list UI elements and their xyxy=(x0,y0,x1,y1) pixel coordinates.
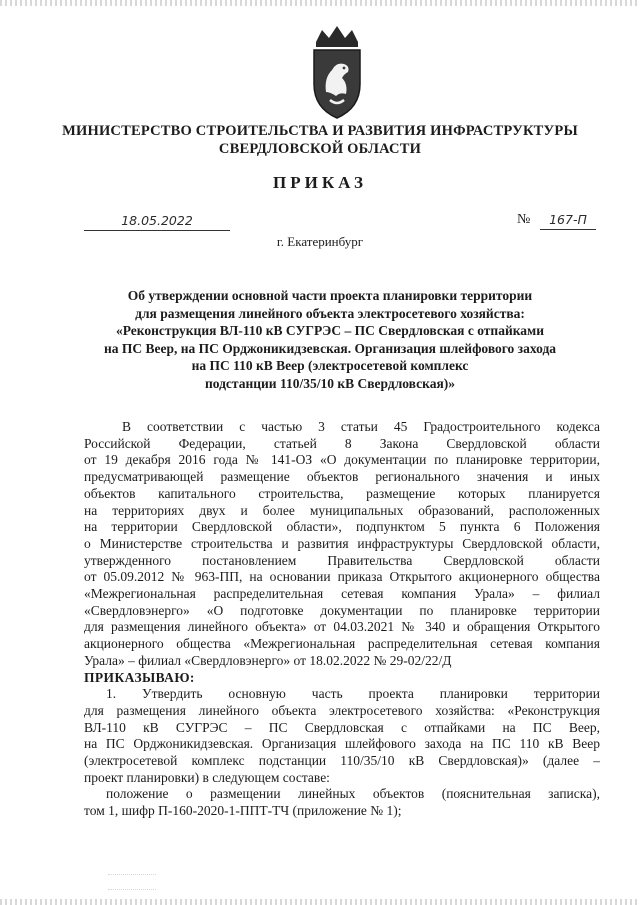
preamble-line: акционерного общества «Межрегиональная распределительная сетевая компания xyxy=(84,636,600,652)
preamble-line: Российской Федерации, статьей 8 Закона Свердловской области xyxy=(84,435,600,451)
scan-edge-bottom xyxy=(0,899,640,905)
item-1-line: 1. Утвердить основную часть проекта планировки территории xyxy=(106,686,600,702)
preamble-line: Урала» – филиал «Свердловэнерго» от 18.02.2022 № 29-02/22/Д xyxy=(84,652,452,668)
preamble-line: от 05.09.2012 № 963-ПП, на основании приказа Открытого акционерного общества xyxy=(84,569,600,585)
coat-of-arms-icon xyxy=(300,22,374,122)
item-1-line: проект планировки) в следующем составе: xyxy=(84,769,330,785)
date-underline xyxy=(84,230,230,231)
subject-line: подстанции 110/35/10 кВ Свердловская)» xyxy=(204,375,456,391)
item-1a-line: том 1, шифр П-160-2020-1-ППТ-ТЧ (приложение № 1); xyxy=(84,803,402,819)
order-number: 167-П xyxy=(549,212,587,227)
preamble-line: объектов капитального строительства, размещение которых планируется xyxy=(84,485,600,501)
city: г. Екатеринбург xyxy=(276,234,364,249)
preamble-line: для размещения линейного объекта» от 04.03.2021 № 340 и обращения Открытого xyxy=(84,619,600,635)
ministry-line-1: МИНИСТЕРСТВО СТРОИТЕЛЬСТВА И РАЗВИТИЯ ИНФРАСТРУКТУРЫ xyxy=(62,123,578,139)
preamble-line: на территориях двух и более муниципальных образований, расположенных xyxy=(84,502,600,518)
subject-line: Об утверждении основной части проекта планировки территории xyxy=(127,288,533,303)
subject-line: на ПС 110 кВ Веер (электросетевой комплекс xyxy=(191,358,469,373)
scan-edge-top xyxy=(0,0,640,6)
number-underline xyxy=(540,229,596,230)
faint-stamp-mark xyxy=(108,874,156,890)
subject-line: для размещения линейного объекта электросетевого хозяйства: xyxy=(135,305,525,321)
item-1-line: на ПС Орджоникидзевская. Организация шлейфового захода на ПС 110 кВ Веер xyxy=(84,736,600,752)
order-date: 18.05.2022 xyxy=(121,213,193,228)
item-1-line: для размещения линейного объекта электросетевого хозяйства: «Реконструкция xyxy=(84,702,600,718)
order-body xyxy=(84,419,600,820)
order-title: ПРИКАЗ xyxy=(273,173,367,192)
item-1-line: ВЛ-110 кВ СУГРЭС – ПС Свердловская с отпайками на ПС Веер, xyxy=(84,719,600,735)
preamble-line: утвержденного постановлением Правительства Свердловской области xyxy=(84,552,600,568)
preamble-line: В соответствии с частью 3 статьи 45 Градостроительного кодекса xyxy=(122,419,600,434)
decree-word: ПРИКАЗЫВАЮ: xyxy=(84,669,195,685)
preamble-line: предусматривающей размещение объектов регионального значения и иных xyxy=(84,469,600,485)
preamble-line: «Межрегиональная распределительная сетевая компания Урала» – филиал xyxy=(84,586,600,602)
subject-line: на ПС Веер, на ПС Орджоникидзевская. Организация шлейфового захода xyxy=(103,340,557,356)
number-label: № xyxy=(517,212,531,227)
preamble-line: от 19 декабря 2016 года № 141-ОЗ «О документации по планировке территории, xyxy=(84,452,600,468)
preamble-line: о Министерстве строительства и развития инфраструктуры Свердловской области, xyxy=(84,535,600,551)
subject-line: «Реконструкция ВЛ-110 кВ СУГРЭС – ПС Свердловская с отпайками xyxy=(115,323,545,338)
preamble-line: на территории Свердловской области», подпунктом 5 пункта 6 Положения xyxy=(84,519,600,535)
order-subject xyxy=(60,287,600,392)
ministry-name xyxy=(40,122,600,158)
ministry-line-2: СВЕРДЛОВСКОЙ ОБЛАСТИ xyxy=(218,141,422,157)
item-1-line: (электросетевой комплекс подстанции 110/35/10 кВ Свердловская)» (далее – xyxy=(84,753,600,769)
preamble-line: «Свердловэнерго» «О подготовке документации по планировке территории xyxy=(84,602,600,618)
item-1a-line: положение о размещении линейных объектов (пояснительная записка), xyxy=(106,786,600,802)
